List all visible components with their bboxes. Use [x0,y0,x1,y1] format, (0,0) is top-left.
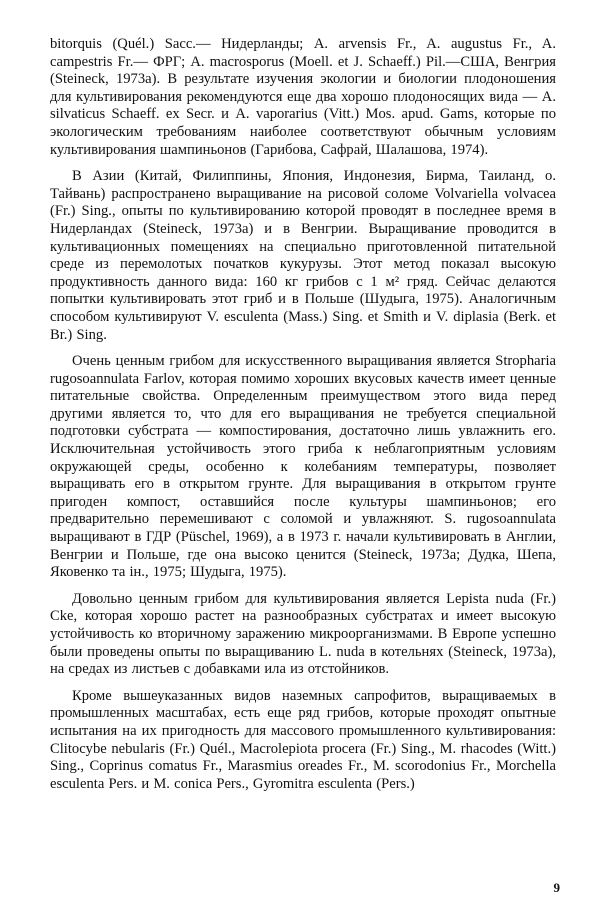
paragraph-4: Довольно ценным грибом для культивирования является Lepista nuda (Fr.) Cke, которая хорошо растет на разнообразных субстратах и имеет высокую устойчивость ко вторичному заражению микроорганизмами. В Европе успешно были проведены опыты по выращиванию L. nuda в котельнях (Steineck, 1973a), на средах из листьев с добавками ила из отстойников. [50,590,556,678]
page-number: 9 [553,880,560,895]
paragraph-1: bitorquis (Quél.) Sacc.— Нидерланды; A. arvensis Fr., A. augustus Fr., A. campestris Fr.— ФРГ; A. macrosporus (Moell. et J. Schaeff.) Pil.—США, Венгрия (Steineck, 1973a). В результате изучения экологии и биологии плодоношения для культивирования рекомендуются еще два хорошо плодоносящих вида — A. silvaticus Schaeff. ex Secr. и A. vaporarius (Vitt.) Mos. apud. Gams, которые по экологическим требованиям наиболее соответствуют обычным условиям культивирования шампиньонов (Гарибова, Сафрай, Шалашова, 1974). [50,36,556,158]
body-text [50,36,556,802]
paragraph-3: Очень ценным грибом для искусственного выращивания является Stropharia rugosoannulata Farlov, которая помимо хороших вкусовых качеств имеет ценные питательные свойства. Определенным преимуществом этого вида перед другими является то, что для его выращивания не требуется специальной подготовки субстрата — компостирования, достаточно лишь увлажнить его. Исключительная устойчивость этого гриба к неблагоприятным условиям окружающей среды, особенно к колебаниям температуры, позволяет выращивать его в открытом грунте. Для выращивания в открытом грунте пригоден компост, оставшийся после культуры шампиньонов; его предварительно перемешивают с соломой и увлажняют. S. rugosoannulata выращивают в ГДР (Püschel, 1969), а в 1973 г. начали культивировать в Англии, Венгрии и Польше, где она высоко ценится (Steineck, 1973a; Дудка, Шепа, Яковенко та ін., 1975; Шудыга, 1975). [50,353,556,581]
paragraph-2: В Азии (Китай, Филиппины, Япония, Индонезия, Бирма, Таиланд, о. Тайвань) распространено выращивание на рисовой соломе Volvariella volvacea (Fr.) Sing., опыты по культивированию которой проводят в последнее время в Нидерландах (Steineck, 1973a) и в Венгрии. Выращивание проводится в культивационных помещениях на специально приготовленной питательной среде из перемолотых початков кукурузы. Этот метод показал высокую продуктивность данного вида: 160 кг грибов с 1 м² гряд. Сейчас делаются попытки культивировать этот гриб и в Польше (Шудыга, 1975). Аналогичным способом культивируют V. esculenta (Mass.) Sing. et Smith и V. diplasia (Berk. et Br.) Sing. [50,168,556,343]
paragraph-5: Кроме вышеуказанных видов наземных сапрофитов, выращиваемых в промышленных масштабах, есть еще ряд грибов, которые проходят опытные испытания на их пригодность для массового промышленного культивирования: Clitocybe nebularis (Fr.) Quél., Macrolepiota procera (Fr.) Sing., M. rhacodes (Witt.) Sing., Coprinus comatus Fr., Marasmius oreades Fr., M. scorodonius Fr., Morchella esculenta Pers. и M. conica Pers., Gyromitra esculenta (Pers.) [50,687,556,792]
